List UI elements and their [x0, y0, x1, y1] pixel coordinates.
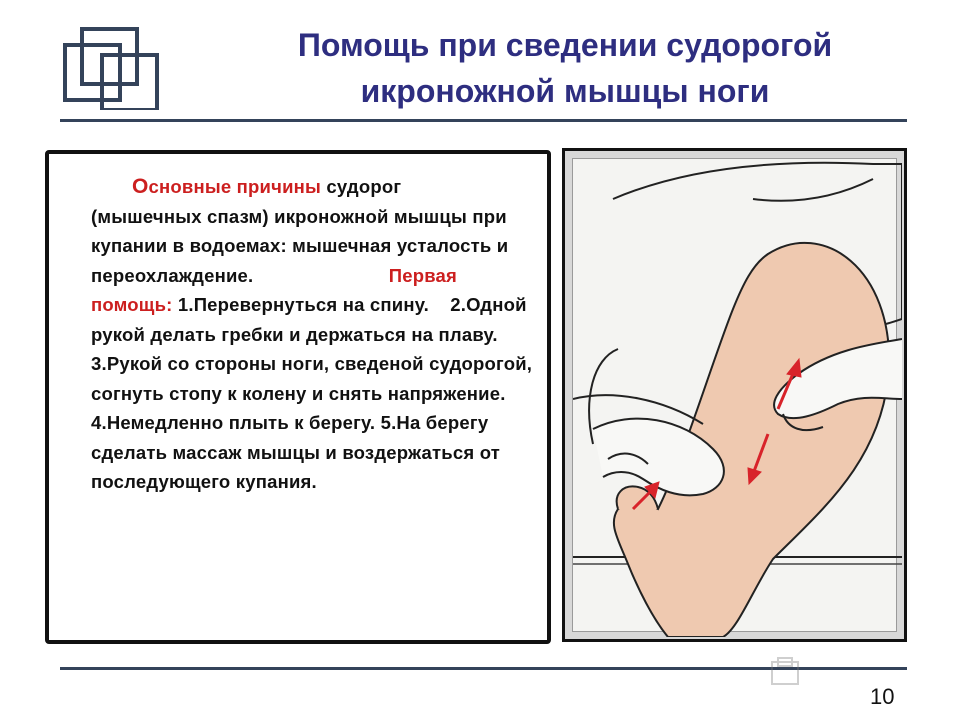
title-line-2: икроножной мышцы ноги	[360, 73, 770, 109]
first-aid-label: Первая помощь:	[91, 264, 458, 315]
causes-label-initial: О	[132, 175, 149, 198]
logo-squares-icon	[60, 25, 170, 110]
causes-label-tail: судорог	[321, 176, 402, 197]
top-divider	[60, 119, 907, 122]
illustration-frame	[562, 148, 907, 642]
illustration-canvas	[572, 158, 897, 632]
body-text	[91, 172, 536, 497]
slide-title	[205, 22, 925, 114]
causes-text: (мышечных спазм) икроножной мышцы при купании в водоемах: мышечная усталость и переохлаждение.	[91, 205, 509, 286]
title-line-1: Помощь при сведении судорогой	[297, 27, 833, 63]
leg-massage-illustration	[573, 159, 902, 637]
page-number: 10	[870, 684, 895, 709]
causes-label: сновные причины	[148, 176, 322, 197]
watermark-logo	[770, 656, 920, 692]
thigh-crease	[753, 179, 873, 201]
first-aid-steps: 1.Перевернуться на спину. 2.Одной рукой делать гребки и держаться на плаву. 3.Рукой со стороны ноги, сведеной судорогой, согнуть стопу к колену и снять напряжение. 4.Немедленно плыть к берегу. 5.На берегу сделать массаж мышцы и воздержаться от последующего купания.	[91, 294, 538, 492]
text-panel	[45, 150, 551, 644]
causes-heading	[88, 172, 536, 202]
